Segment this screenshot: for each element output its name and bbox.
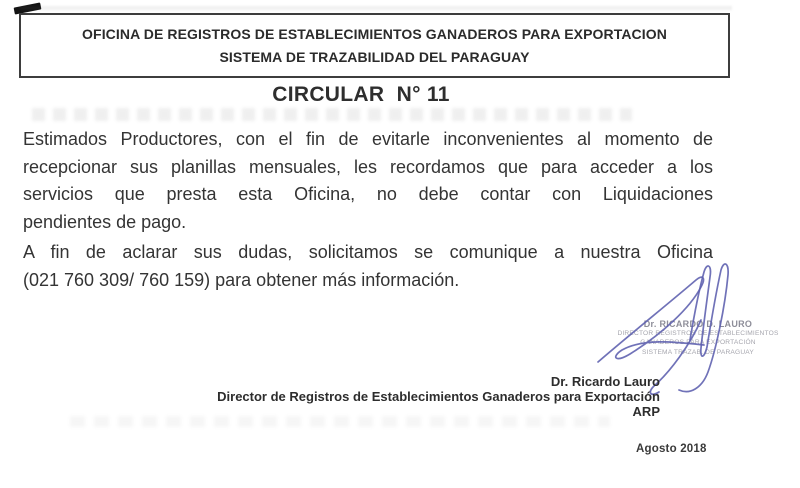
letterhead-box [19, 13, 730, 78]
signer-block [100, 374, 660, 420]
body-line: recepcionar sus planillas mensuales, les recordamos que para acceder a los [23, 156, 713, 177]
stamp-role-line: GANADEROS PARA EXPORTACIÓN [640, 339, 756, 347]
body-line: servicios que presta esta Oficina, no debe contar con Liquidaciones [23, 184, 713, 204]
ink-bleedthrough-band [32, 108, 632, 121]
signer-org: ARP [632, 404, 660, 420]
scan-top-streak [20, 6, 732, 10]
signer-role: Director de Registros de Establecimientos Ganaderos para Exportación [217, 389, 660, 405]
circular-title: CIRCULAR N° 11 [272, 83, 450, 106]
stamp-role-line: DIRECTOR REGISTROS DE ESTABLECIMIENTOS [617, 330, 779, 337]
letterhead-system-name: SISTEMA DE TRAZABILIDAD DEL PARAGUAY [219, 49, 530, 65]
body-line: pendientes de pago. [23, 211, 187, 232]
signer-name: Dr. Ricardo Lauro [550, 374, 660, 389]
signature-stroke [598, 277, 704, 362]
document-date: Agosto 2018 [636, 443, 707, 455]
letterhead-office-name: OFICINA DE REGISTROS DE ESTABLECIMIENTOS GANADEROS PARA EXPORTACION [82, 26, 667, 42]
body-line: (021 760 309/ 760 159) para obtener más información. [23, 269, 460, 290]
body-line: Estimados Productores, con el fin de evitarle inconvenientes al momento de [23, 129, 713, 149]
stamp-name: Dr. RICARDO D. LAURO [643, 319, 753, 329]
stamp-role-line: SISTEMA TRAZAB. DE PARAGUAY [641, 348, 755, 356]
body-line: A fin de aclarar sus dudas, solicitamos se comunique a nuestra Oficina [23, 242, 713, 262]
paragraph-1 [23, 126, 713, 236]
